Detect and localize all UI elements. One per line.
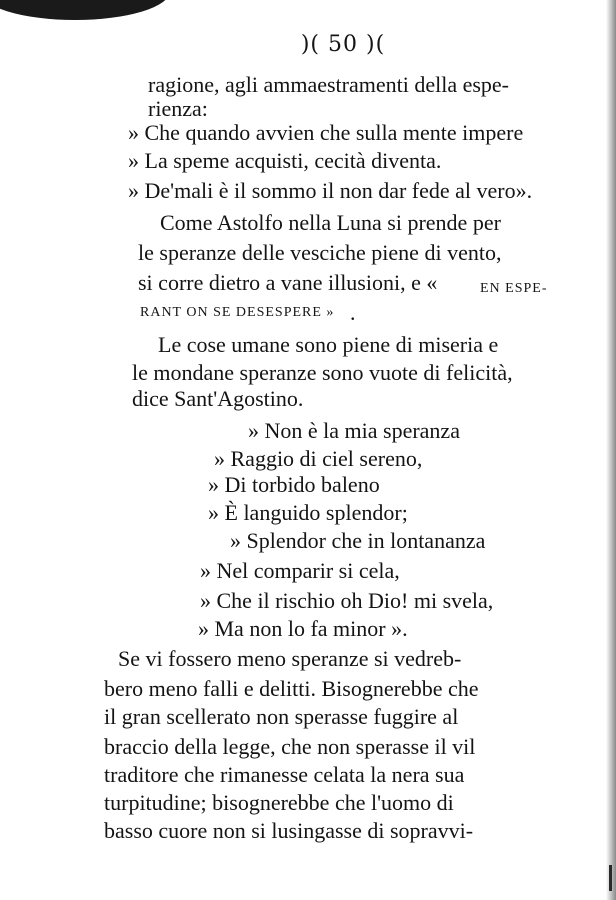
page-edge-shadow bbox=[606, 0, 616, 900]
poem-line: » Di torbido baleno bbox=[208, 472, 380, 497]
text-line: si corre dietro a vane illusioni, e « bbox=[138, 270, 438, 295]
poem-line: » Nel comparir si cela, bbox=[200, 558, 400, 583]
text-line: dice Sant'Agostino. bbox=[132, 386, 304, 411]
text-line: le mondane speranze sono vuote di felicità, bbox=[132, 360, 513, 385]
ink-blot bbox=[0, 0, 170, 20]
text-line: » Che quando avvien che sulla mente impere bbox=[128, 120, 524, 145]
small-caps-text: RANT ON SE DESESPERE » bbox=[140, 305, 335, 320]
text-line: » De'mali è il sommo il non dar fede al vero». bbox=[128, 178, 533, 203]
small-caps-text: EN ESPE- bbox=[480, 281, 548, 296]
text-line: Se vi fossero meno speranze si vedreb- bbox=[118, 646, 462, 671]
poem-line: » È languido splendor; bbox=[208, 500, 408, 525]
text-line: il gran scellerato non sperasse fuggire al bbox=[104, 704, 459, 729]
page-edge-mark bbox=[609, 865, 612, 891]
text-line: traditore che rimanesse celata la nera sua bbox=[104, 762, 465, 787]
text-line: Come Astolfo nella Luna si prende per bbox=[160, 210, 501, 235]
text-line: Le cose umane sono piene di miseria e bbox=[158, 332, 499, 357]
text-line: braccio della legge, che non sperasse il vil bbox=[104, 734, 476, 759]
text-line: le speranze delle vesciche piene di vento, bbox=[138, 240, 502, 265]
text-line: » La speme acquisti, cecità diventa. bbox=[128, 148, 442, 173]
text-line: turpitudine; bisognerebbe che l'uomo di bbox=[104, 790, 454, 815]
text-line: bero meno falli e delitti. Bisognerebbe che bbox=[104, 676, 479, 701]
page-number: )( 50 )( bbox=[300, 32, 386, 57]
poem-line: » Non è la mia speranza bbox=[248, 418, 460, 443]
text-line: . bbox=[350, 300, 356, 325]
poem-line: » Ma non lo fa minor ». bbox=[198, 616, 408, 641]
text-line: rienza: bbox=[148, 96, 208, 121]
poem-line: » Che il rischio oh Dio! mi svela, bbox=[200, 588, 494, 613]
text-line: ragione, agli ammaestramenti della espe- bbox=[148, 72, 510, 97]
poem-line: » Raggio di ciel sereno, bbox=[214, 446, 423, 471]
poem-line: » Splendor che in lontananza bbox=[230, 528, 486, 553]
text-line: basso cuore non si lusingasse di sopravvi- bbox=[104, 818, 474, 843]
